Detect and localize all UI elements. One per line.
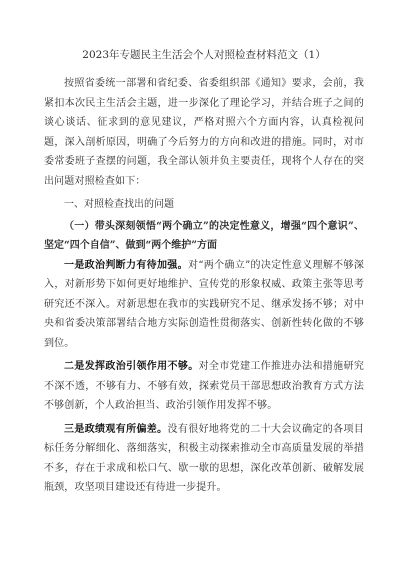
point-lead-3: 三是政绩观有所偏差。 (64, 423, 168, 435)
point-body-3: 没有很好地将党的二十大会议确定的各项目标任务分解细化、落细落实，积极主动探索推动全市高质量发展的举措不多，存在于求成和松口气、歇一歇的思想，深化改革创新、破解发展瓶颈，攻坚项目建设还有待进一步提升。 (44, 423, 364, 493)
point-body-2: 对全市党建工作推进办法和措施研究不深不透，不够有力、不够有效，探索党员干部思想政治教育方式方法不够创新，个人政治担当、政治引领作用发挥不够。 (44, 361, 364, 411)
point-lead-2: 二是发挥政治引领作用不够。 (64, 361, 199, 372)
point-paragraph-2 (44, 357, 364, 416)
point-lead-1: 一是政治判断力有待加强。 (64, 259, 188, 271)
point-paragraph-1 (44, 256, 364, 354)
intro-paragraph: 按照省委统一部署和省纪委、省委组织部《通知》要求，会前，我紧扣本次民主生活会主题，进一步深化了理论学习，并结合班子之间的谈心谈话、征求到的意见建议，严格对照六个方面内容，认真检视问题，深入剖析原因，明确了今后努力的方向和改进的措施。同时，对市委常委班子查摆的问题，我全部认领并负主要责任，现将个人存在的突出问题对照检查如下： (44, 78, 364, 187)
document-title: 2023年专题民主生活会个人对照检查材料范文（1） (82, 49, 326, 61)
subsection-heading: （一）带头深刻领悟“两个确立”的决定性意义，增强“四个意识”、坚定“四个自信”、做到“两个维护”方面 (44, 220, 364, 251)
point-paragraph-3 (44, 420, 364, 498)
section-heading: 一、对照检查找出的问题 (64, 199, 174, 210)
point-body-1: 对“两个确立”的决定性意义理解不够深入，对新形势下如何更好地维护、宣传党的形象权威、政策主张等思考研究还不深入。对新思想在我市的实践研究不足、继承发扬不够；对中央和省委决策部署结合地方实际创造性贯彻落实、创新性转化做的不够到位。 (44, 259, 364, 349)
